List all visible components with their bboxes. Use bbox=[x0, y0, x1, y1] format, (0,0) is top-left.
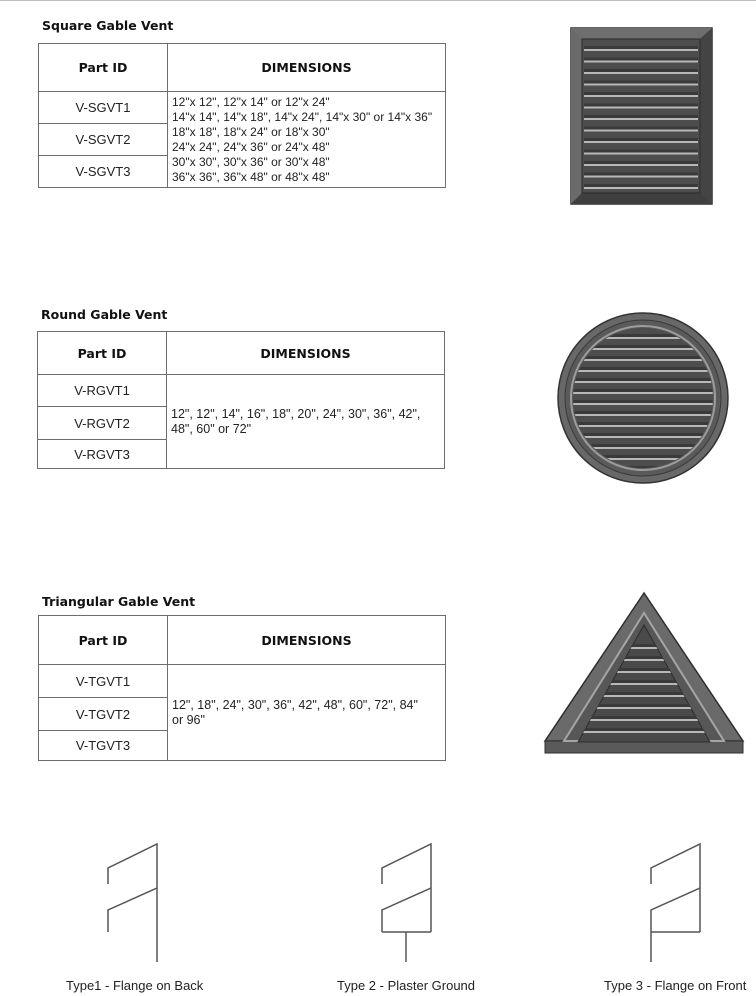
dimensions-cell bbox=[168, 92, 446, 188]
square-louver-slat-shadow bbox=[584, 150, 698, 153]
square-louver-slat-shadow bbox=[584, 81, 698, 84]
dimensions-header: DIMENSIONS bbox=[168, 44, 446, 92]
square-louver-slat bbox=[584, 141, 698, 143]
triangular-louver-slat-shadow bbox=[572, 656, 716, 659]
part-id-cell: V-TGVT1 bbox=[39, 665, 168, 698]
round-section-title: Round Gable Vent bbox=[41, 307, 168, 322]
square-louver-slat-shadow bbox=[584, 104, 698, 107]
triangular-louver-slat-shadow bbox=[572, 644, 716, 647]
part-id-header: Part ID bbox=[39, 616, 168, 665]
type2-label: Type 2 - Plaster Ground bbox=[337, 978, 476, 993]
dimensions-header: DIMENSIONS bbox=[168, 616, 446, 665]
triangular-louver-slat-shadow bbox=[572, 716, 716, 719]
type3-label: Type 3 - Flange on Front bbox=[604, 978, 747, 993]
round-louver-slat-shadow bbox=[566, 422, 720, 425]
triangular-spec-table bbox=[38, 615, 446, 761]
square-louver-slat-shadow bbox=[584, 138, 698, 141]
round-gable-vent-illustration bbox=[556, 311, 730, 485]
round-louver-slat bbox=[566, 370, 720, 372]
dimensions-cell bbox=[168, 665, 446, 761]
dimension-line: 14"x 14", 14"x 18", 14"x 24", 14"x 30" or 14"x 36" bbox=[172, 109, 433, 124]
dimension-line: 18"x 18", 18"x 24" or 18"x 30" bbox=[172, 124, 330, 139]
dimension-line: 36"x 36", 36"x 48" or 48"x 48" bbox=[172, 169, 330, 184]
triangular-section-title: Triangular Gable Vent bbox=[42, 594, 196, 609]
round-louver-slat bbox=[566, 436, 720, 438]
triangular-louver-slat bbox=[572, 659, 716, 661]
round-louver-slat-shadow bbox=[566, 411, 720, 414]
dimension-line: or 96" bbox=[172, 712, 205, 727]
square-louver-slat-shadow bbox=[584, 92, 698, 95]
dimension-line: 30"x 30", 30"x 36" or 30"x 48" bbox=[172, 154, 330, 169]
dimension-line: 48", 60" or 72" bbox=[171, 421, 252, 436]
type1-label: Type1 - Flange on Back bbox=[66, 978, 204, 993]
square-louver-slat-shadow bbox=[584, 184, 698, 187]
square-louver-slat-shadow bbox=[584, 46, 698, 49]
square-louver-slat bbox=[584, 107, 698, 109]
part-id-cell: V-SGVT1 bbox=[39, 92, 168, 124]
square-louver-slat bbox=[584, 118, 698, 120]
square-spec-table bbox=[38, 43, 446, 188]
part-id-cell: V-RGVT1 bbox=[38, 375, 167, 407]
round-louver-slat bbox=[566, 359, 720, 361]
dimensions-cell bbox=[167, 375, 445, 469]
flange-on-back-icon bbox=[102, 840, 164, 966]
square-louver-slat bbox=[584, 153, 698, 155]
square-gable-vent-illustration bbox=[570, 27, 716, 206]
square-louver-slat-shadow bbox=[584, 58, 698, 61]
dimension-line: 24"x 24", 24"x 36" or 24"x 48" bbox=[172, 139, 330, 154]
round-louver-slat bbox=[566, 381, 720, 383]
triangular-louver-slat bbox=[572, 731, 716, 733]
flange-on-front-icon bbox=[645, 840, 707, 966]
square-louver-slat-shadow bbox=[584, 161, 698, 164]
round-louver-slat bbox=[566, 425, 720, 427]
part-id-cell: V-SGVT2 bbox=[39, 124, 168, 156]
square-louver-slat bbox=[584, 84, 698, 86]
square-louver-slat bbox=[584, 176, 698, 178]
triangular-gable-vent-illustration bbox=[542, 591, 746, 757]
round-louver-slat bbox=[566, 392, 720, 394]
part-id-cell: V-SGVT3 bbox=[39, 156, 168, 188]
part-id-header: Part ID bbox=[39, 44, 168, 92]
part-id-cell: V-RGVT3 bbox=[38, 440, 167, 469]
square-louver-slat-shadow bbox=[584, 69, 698, 72]
square-louver-slat bbox=[584, 95, 698, 97]
triangular-louver-slat bbox=[572, 647, 716, 649]
square-louver-slat bbox=[584, 49, 698, 51]
round-louver-slat-shadow bbox=[566, 378, 720, 381]
square-louver-slat bbox=[584, 61, 698, 63]
dimension-line: 12", 18", 24", 30", 36", 42", 48", 60", 72", 84" bbox=[172, 697, 418, 712]
round-louver-slat-shadow bbox=[566, 389, 720, 392]
part-id-cell: V-TGVT2 bbox=[39, 698, 168, 731]
triangular-louver-slat-shadow bbox=[572, 728, 716, 731]
round-louver-slat-shadow bbox=[566, 367, 720, 370]
page-top-rule bbox=[0, 0, 756, 1]
square-louver-slat bbox=[584, 130, 698, 132]
part-id-cell: V-TGVT3 bbox=[39, 731, 168, 761]
triangular-louver-slat bbox=[572, 719, 716, 721]
square-louver-slat bbox=[584, 164, 698, 166]
square-louver-slat bbox=[584, 72, 698, 74]
round-louver-slat bbox=[566, 414, 720, 416]
round-louver-slat-shadow bbox=[566, 400, 720, 403]
square-louver-slat-shadow bbox=[584, 115, 698, 118]
part-id-header: Part ID bbox=[38, 332, 167, 375]
square-section-title: Square Gable Vent bbox=[42, 18, 174, 33]
round-louver-slat bbox=[566, 403, 720, 405]
square-louver-slat-shadow bbox=[584, 127, 698, 130]
square-louver-slat bbox=[584, 187, 698, 189]
square-louver-slat-shadow bbox=[584, 173, 698, 176]
round-louver-slat-shadow bbox=[566, 433, 720, 436]
round-spec-table bbox=[37, 331, 445, 469]
dimensions-header: DIMENSIONS bbox=[167, 332, 445, 375]
dimension-line: 12", 12", 14", 16", 18", 20", 24", 30", 36", 42", bbox=[171, 406, 421, 421]
dimension-line: 12"x 12", 12"x 14" or 12"x 24" bbox=[172, 94, 330, 109]
plaster-ground-icon bbox=[376, 840, 438, 966]
round-louver-slat-shadow bbox=[566, 356, 720, 359]
part-id-cell: V-RGVT2 bbox=[38, 407, 167, 440]
